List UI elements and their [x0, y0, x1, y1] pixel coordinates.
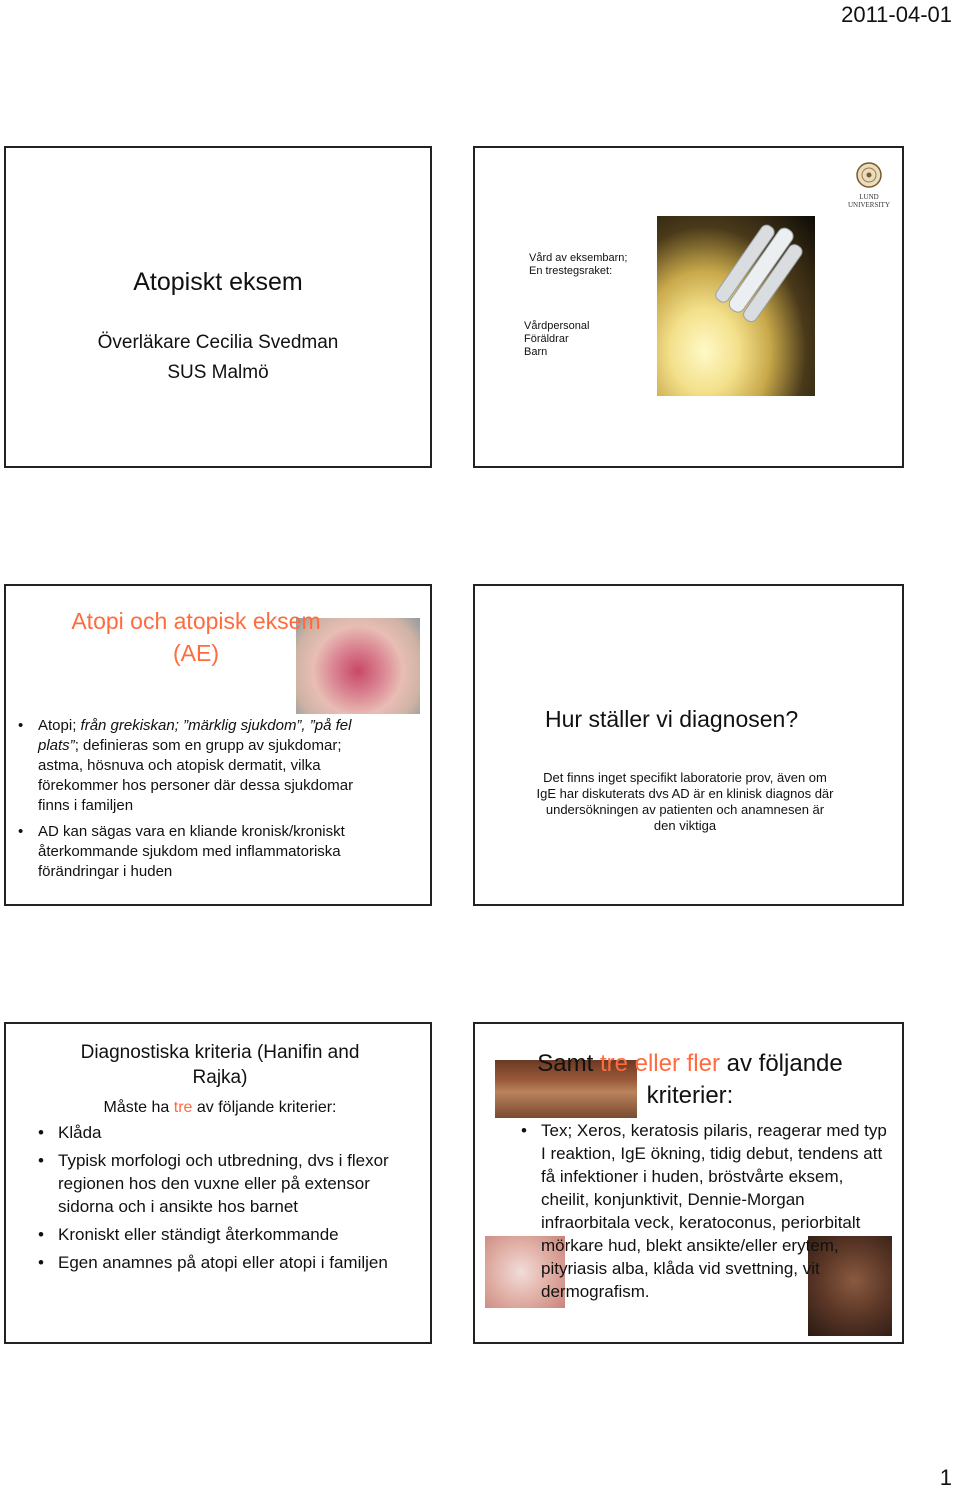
step-item: Vårdpersonal: [524, 320, 590, 332]
slide-atopi-title-2: (AE): [173, 640, 219, 666]
bullet-item: • Tex; Xeros, keratosis pilaris, reagerar med typ I reaktion, IgE ökning, tidig debut, tendens att få infektioner i huden, bröstvårte eksem, cheilit, konjunktivit, Dennie-Morgan infraorbitala veck, keratoconus, periorbitalt mörkare hud, blekt ansikte/eller erytem, pityriasis alba, klåda vid svettning, vit dermografism.: [519, 1119, 894, 1303]
kriteria-bullets: [36, 1121, 391, 1274]
slide-kriteria: [4, 1022, 432, 1344]
subtitle-text: av följande kriterier:: [192, 1099, 337, 1116]
bullet-item: • Kroniskt eller ständigt återkommande: [36, 1223, 391, 1246]
step-item: Föräldrar: [524, 333, 569, 345]
steps-list: [524, 320, 589, 359]
bullet-item: • Egen anamnes på atopi eller atopi i familjen: [36, 1251, 391, 1274]
header-date: 2011-04-01: [841, 2, 952, 27]
slide-title-heading: Atopiskt eksem: [133, 268, 303, 296]
rocket-launch-image: [657, 216, 815, 396]
bullet-italic: från grekiskan; ”märklig sjukdom”, ”på fel plats”: [38, 717, 352, 754]
atopi-bullets: [16, 716, 366, 882]
kriterier-bullets: [519, 1119, 894, 1303]
title-emphasis: tre eller fler: [599, 1050, 720, 1077]
slide-atopi-title-1: Atopi och atopisk eksem: [71, 608, 321, 634]
rocket-icon: [657, 216, 815, 396]
slide-author: Överläkare Cecilia Svedman: [97, 332, 339, 353]
university-logo: [847, 162, 891, 209]
logo-text: LUND UNIVERSITY: [848, 193, 890, 209]
intro-line-2: En trestegsraket:: [529, 265, 613, 277]
page-number: 1: [939, 1465, 952, 1490]
slide-atopi: [4, 584, 432, 906]
title-text: av följande kriterier:: [646, 1050, 843, 1109]
slide-title: [4, 146, 432, 468]
slide-place: SUS Malmö: [167, 362, 269, 383]
intro-line-1: Vård av eksembarn;: [529, 252, 628, 264]
bullet-item: • Typisk morfologi och utbredning, dvs i flexor regionen hos den vuxne eller på extensor sidorna och i ansikte hos barnet: [36, 1149, 391, 1218]
step-item: Barn: [524, 346, 548, 358]
slide-kriteria-subtitle: [6, 1099, 432, 1117]
bullet-item: • AD kan sägas vara en kliande kronisk/kroniskt återkommande sjukdom med inflammatoriska förändringar i huden: [16, 822, 366, 882]
slide-diagnos: [473, 584, 904, 906]
subtitle-text: Måste ha: [103, 1099, 174, 1116]
bullet-text: ; definieras som en grupp av sjukdomar; astma, hösnuva och atopisk dermatit, vilka förekommer hos personer där dessa sjukdomar finns i familjen: [38, 737, 354, 814]
bullet-item: • Klåda: [36, 1121, 391, 1144]
slide-diagnos-body: Det finns inget specifikt laboratorie prov, även om IgE har diskuterats dvs AD är en klinisk diagnos där undersökningen av patienten och anamnesen är den viktiga: [536, 770, 834, 833]
slide-kriteria-title: Diagnostiska kriteria (Hanifin and Rajka): [80, 1042, 360, 1088]
seal-icon: [852, 162, 886, 188]
bullet-item: [16, 716, 366, 816]
slide-diagnos-title: Hur ställer vi diagnosen?: [545, 706, 799, 732]
bullet-text: Atopi;: [38, 717, 81, 734]
slide-rocket: [473, 146, 904, 468]
title-text: Samt: [537, 1050, 600, 1077]
subtitle-emphasis: tre: [173, 1099, 193, 1116]
slide-kriterier-title: [505, 1048, 875, 1112]
slide-kriterier-extra: [473, 1022, 904, 1344]
